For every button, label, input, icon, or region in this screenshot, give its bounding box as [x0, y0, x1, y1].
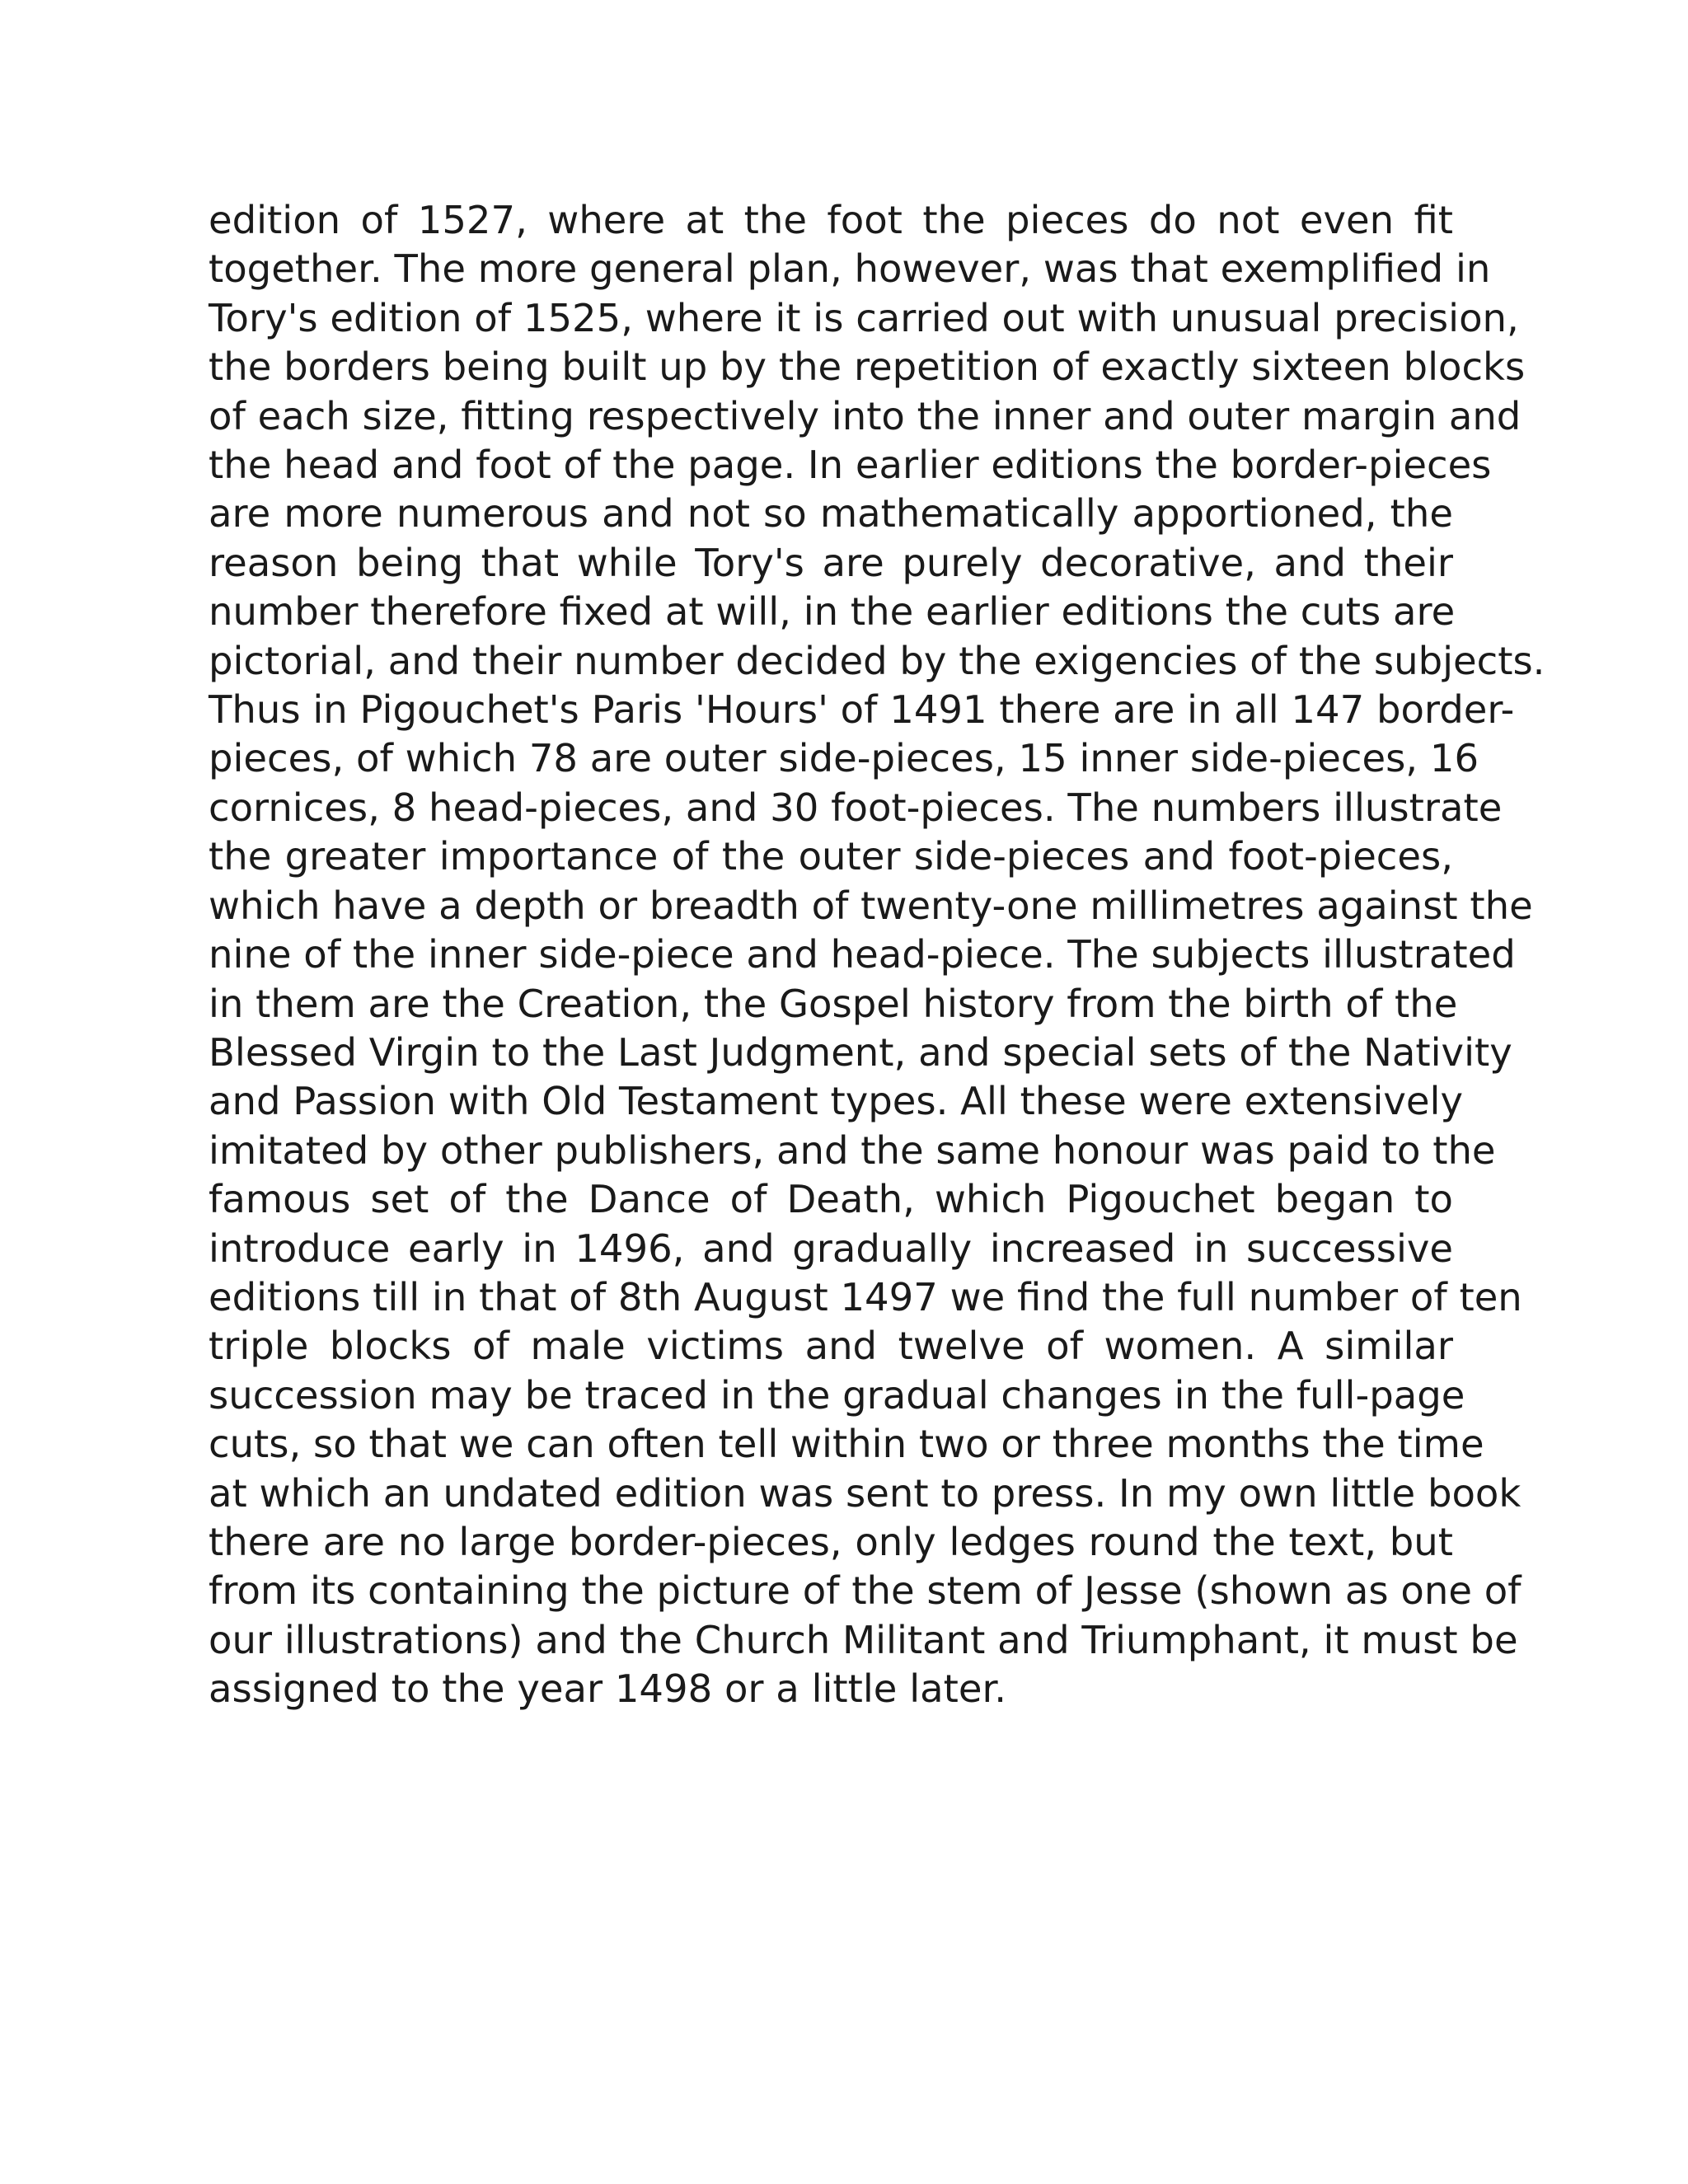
text-line: which have a depth or breadth of twenty-one millimetres against the [209, 883, 1533, 928]
text-line: Blessed Virgin to the Last Judgment, and special sets of the Nativity [209, 1029, 1512, 1075]
text-line: and Passion with Old Testament types. All these were extensively [209, 1079, 1463, 1124]
text-line: our illustrations) and the Church Militant and Triumphant, it must be [209, 1617, 1518, 1662]
text-line: the greater importance of the outer side-pieces and foot-pieces, [209, 834, 1453, 879]
text-line: there are no large border-pieces, only ledges round the text, but [209, 1519, 1453, 1564]
body-paragraph [209, 196, 1545, 1714]
text-line: together. The more general plan, however, was that exemplified in [209, 246, 1491, 292]
text-line: in them are the Creation, the Gospel history from the birth of the [209, 981, 1458, 1026]
text-line: editions till in that of 8th August 1497 we find the full number of ten [209, 1274, 1522, 1319]
text-line: are more numerous and not so mathematically apportioned, the [209, 491, 1453, 537]
text-line: nine of the inner side-piece and head-piece. The subjects illustrated [209, 932, 1516, 977]
text-line: reason being that while Tory's are purely decorative, and their [209, 540, 1453, 585]
text-line: Tory's edition of 1525, where it is carried out with unusual precision, [209, 295, 1519, 340]
text-line: cornices, 8 head-pieces, and 30 foot-pieces. The numbers illustrate [209, 785, 1503, 830]
text-line: triple blocks of male victims and twelve of women. A similar [209, 1324, 1453, 1369]
text-line: assigned to the year 1498 or a little later. [209, 1666, 1007, 1712]
text-line: at which an undated edition was sent to press. In my own little book [209, 1470, 1522, 1516]
text-line: pieces, of which 78 are outer side-pieces, 15 inner side-pieces, 16 [209, 736, 1479, 781]
text-line: from its containing the picture of the stem of Jesse (shown as one of [209, 1568, 1522, 1614]
text-line: of each size, fitting respectively into the inner and outer margin and [209, 393, 1522, 438]
text-line: introduce early in 1496, and gradually increased in successive [209, 1226, 1453, 1271]
text-line: imitated by other publishers, and the same honour was paid to the [209, 1127, 1496, 1173]
text-line: famous set of the Dance of Death, which Pigouchet began to [209, 1177, 1453, 1222]
text-line: Thus in Pigouchet's Paris 'Hours' of 1491 there are in all 147 border- [209, 687, 1515, 733]
text-line: edition of 1527, where at the foot the pieces do not even fit [209, 198, 1453, 242]
text-line: the head and foot of the page. In earlier editions the border-pieces [209, 443, 1492, 488]
text-line: pictorial, and their number decided by the exigencies of the subjects. [209, 638, 1545, 683]
text-line: succession may be traced in the gradual changes in the full-page [209, 1372, 1465, 1418]
text-line: cuts, so that we can often tell within two or three months the time [209, 1422, 1484, 1467]
text-line: number therefore fixed at will, in the earlier editions the cuts are [209, 589, 1456, 635]
text-line: the borders being built up by the repetition of exactly sixteen blocks [209, 344, 1526, 390]
